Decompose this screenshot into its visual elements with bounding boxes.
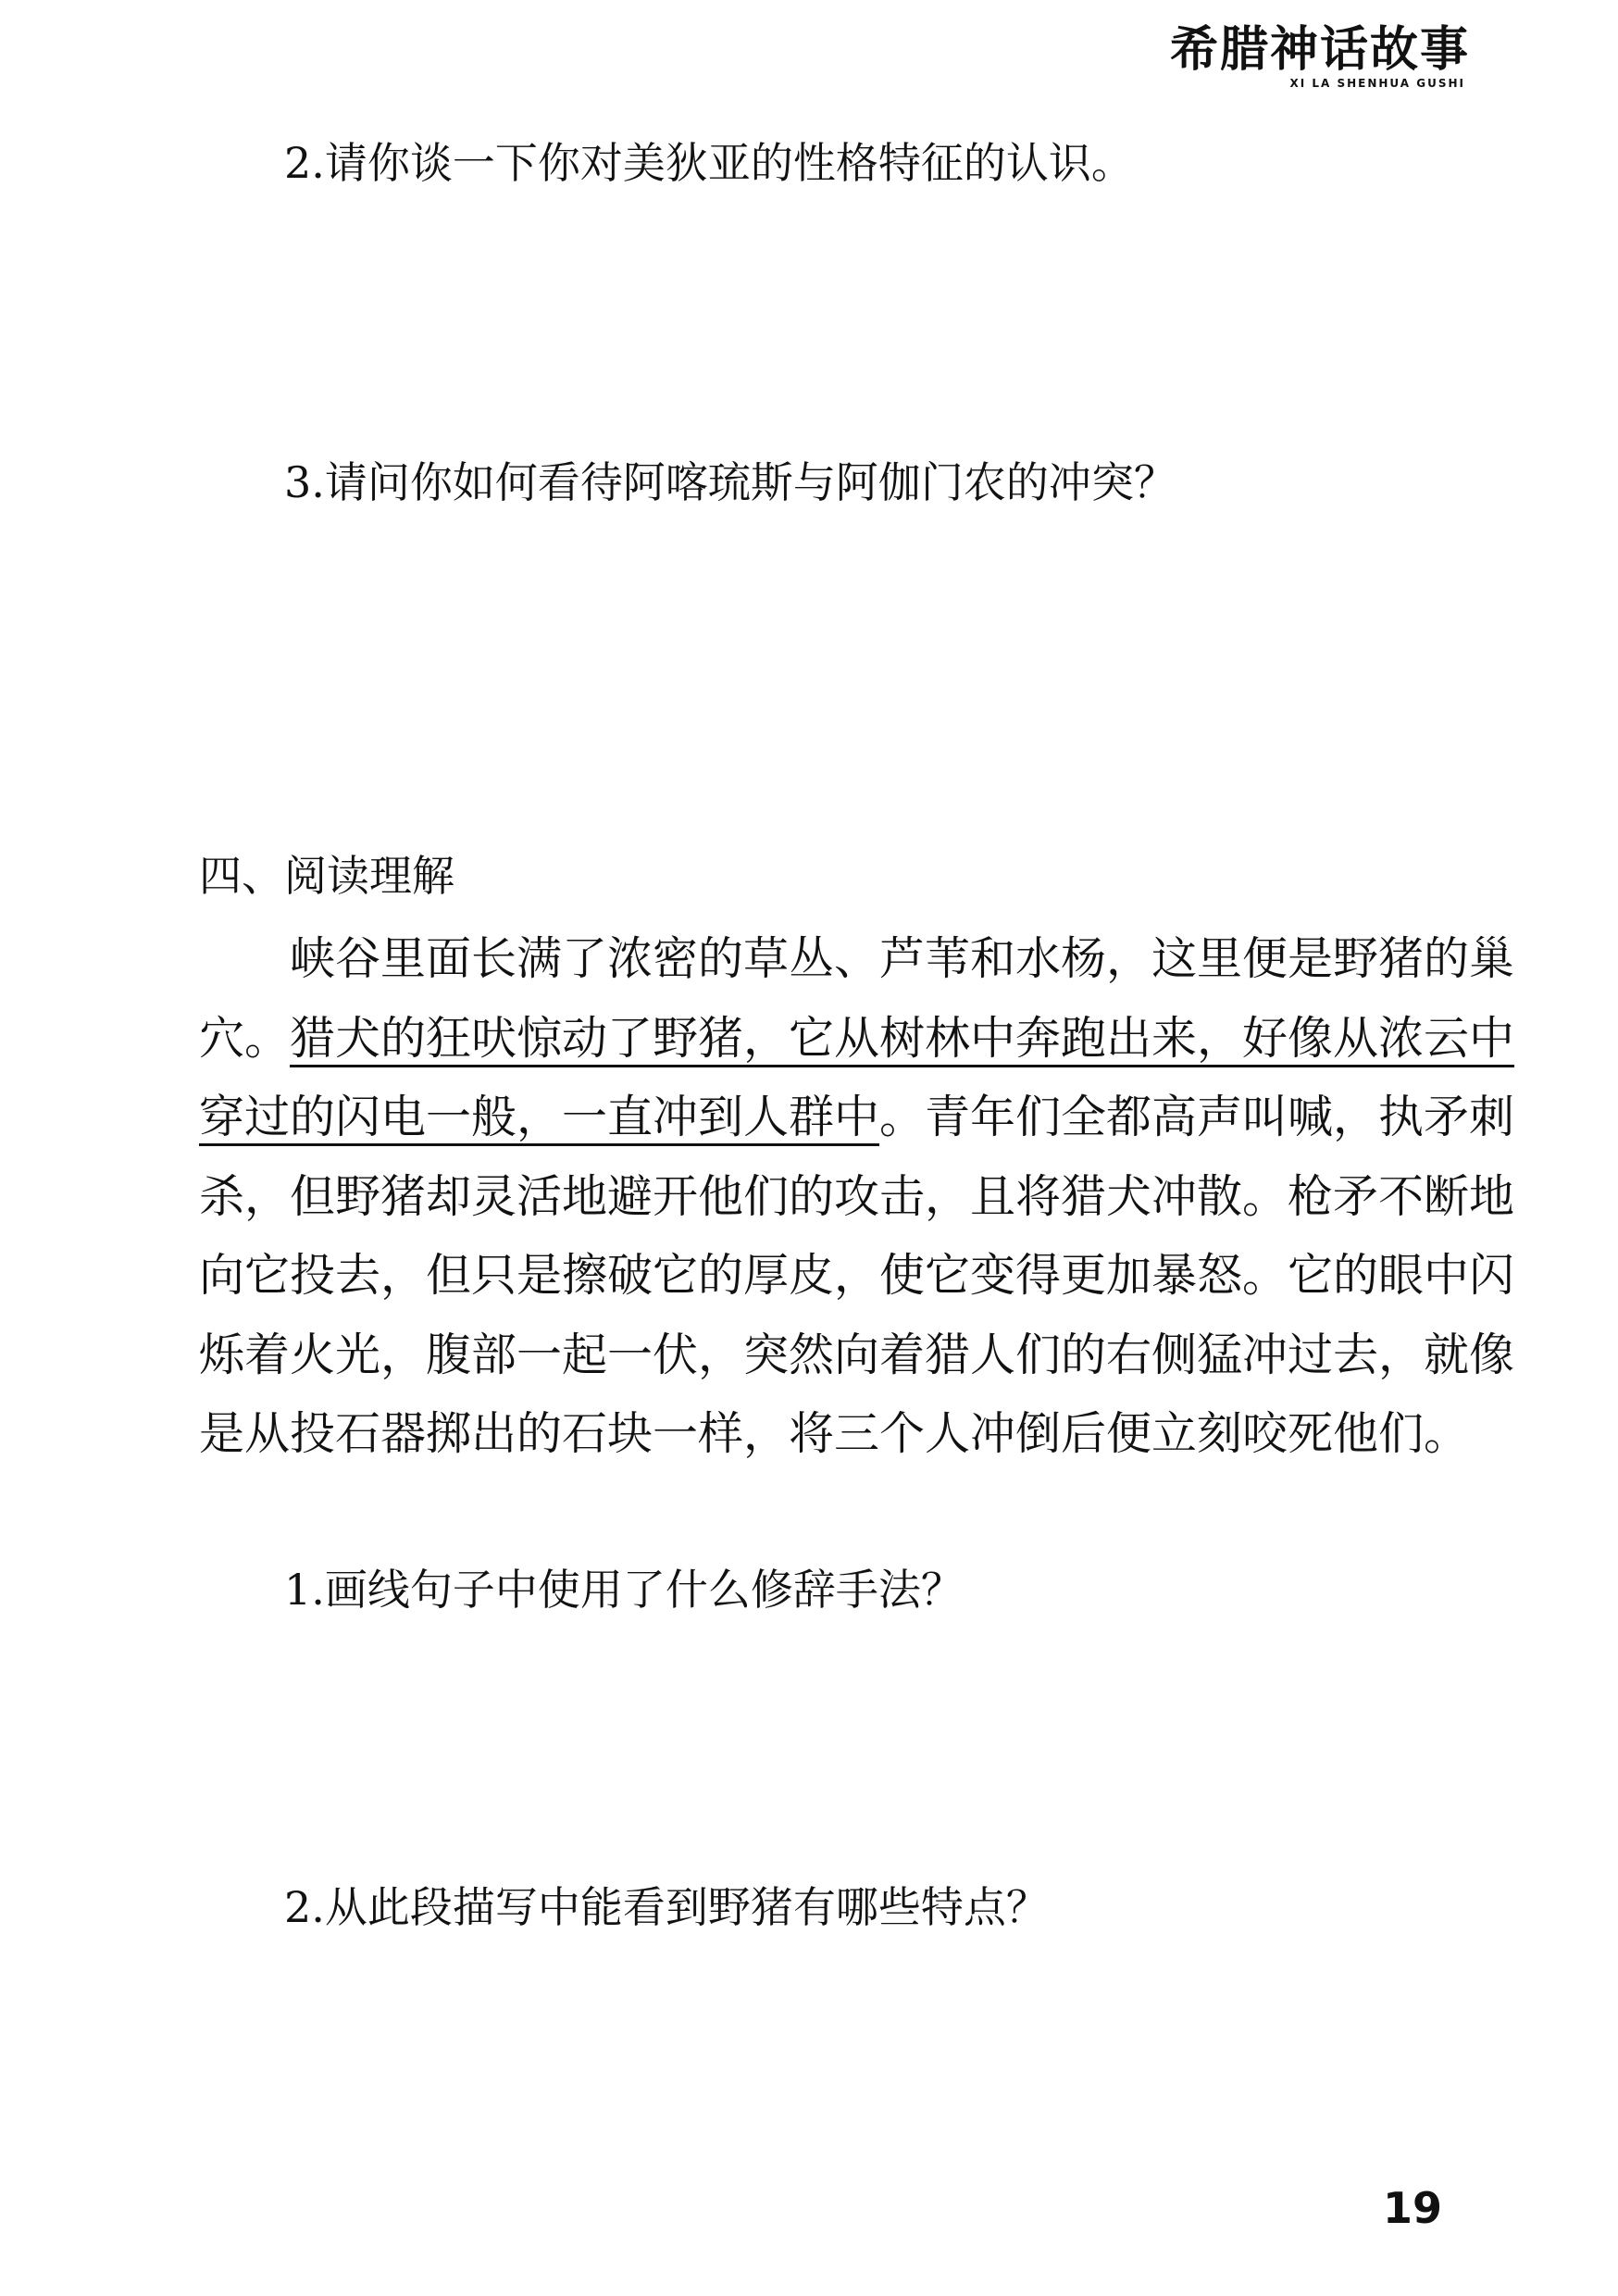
passage-line: 穴。猎犬的狂吠惊动了野猪，它从树林中奔跑出来，好像从浓云中 (199, 1011, 1515, 1065)
underlined-sentence: 穿过的闪电一般，一直冲到人群中 (199, 1091, 880, 1143)
page-number: 19 (1382, 2183, 1442, 2233)
passage-line: 峡谷里面长满了浓密的草丛、芦苇和水杨，这里便是野猪的巢 (290, 932, 1515, 985)
section-title-reading: 四、阅读理解 (199, 851, 454, 901)
question-1-rhetoric: 1.画线句子中使用了什么修辞手法？ (284, 1565, 964, 1615)
passage-line: 烁着火光，腹部一起一伏，突然向着猎人们的右侧猛冲过去，就像 (199, 1328, 1515, 1381)
header-book-pinyin: XI LA SHENHUA GUSHI (1289, 77, 1465, 90)
question-2-medea: 2.请你谈一下你对美狄亚的性格特征的认识。 (284, 138, 1134, 188)
passage-line: 杀，但野猪却灵活地避开他们的攻击，且将猎犬冲散。枪矛不断地 (199, 1169, 1515, 1223)
reading-passage (199, 919, 1515, 1474)
passage-line: 穿过的闪电一般，一直冲到人群中。青年们全都高声叫喊，执矛刺 (199, 1091, 1515, 1143)
passage-line: 是从投石器掷出的石块一样，将三个人冲倒后便立刻咬死他们。 (199, 1407, 1470, 1460)
passage-line: 向它投去，但只是擦破它的厚皮，使它变得更加暴怒。它的眼中闪 (199, 1249, 1515, 1302)
header-book-title: 希腊神话故事 (1169, 22, 1470, 78)
underlined-sentence: 猎犬的狂吠惊动了野猪，它从树林中奔跑出来，好像从浓云中 (290, 1011, 1515, 1065)
question-3-achilles: 3.请问你如何看待阿喀琉斯与阿伽门农的冲突？ (284, 457, 1176, 507)
question-2-boar-traits: 2.从此段描写中能看到野猪有哪些特点？ (284, 1882, 1049, 1932)
